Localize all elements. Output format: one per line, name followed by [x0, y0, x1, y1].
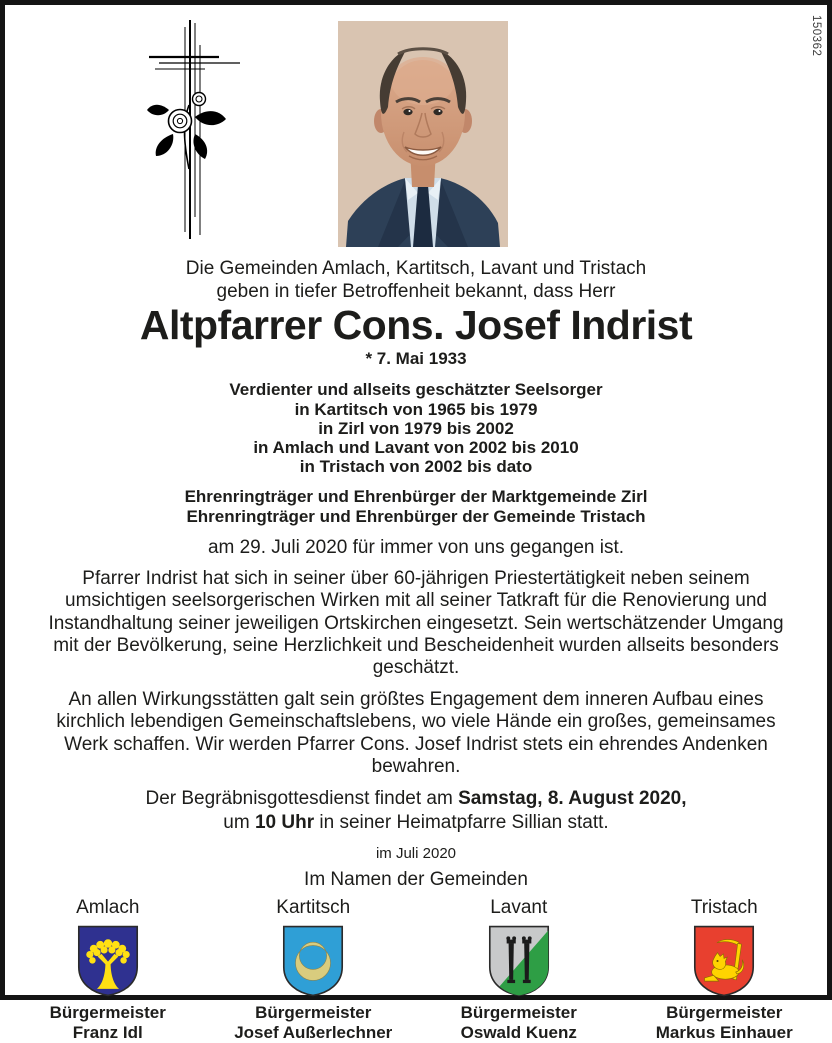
honor-line: Ehrenringträger und Ehrenbürger der Gemeinde Tristach	[186, 506, 646, 526]
municipality-lavant	[416, 897, 622, 1043]
funeral-text: Der Begräbnisgottesdienst findet am	[145, 788, 459, 810]
lavant-crest-icon	[486, 924, 552, 998]
mayor-title: Bürgermeister	[460, 1002, 577, 1022]
intro-line-2: geben in tiefer Betroffenheit bekannt, dass Herr	[216, 281, 616, 303]
mayor-name: Markus Einhauer	[655, 1022, 793, 1042]
service-line: in Amlach und Lavant von 2002 bis 2010	[253, 437, 579, 457]
mayor-title: Bürgermeister	[666, 1002, 783, 1022]
funeral-text: um	[223, 812, 255, 834]
funeral-time: 10 Uhr	[254, 812, 315, 834]
mayor-name: Oswald Kuenz	[460, 1022, 577, 1042]
funeral-text: in seiner Heimatpfarre Sillian statt.	[314, 812, 609, 834]
passing-line: am 29. Juli 2020 für immer von uns gegangen ist.	[207, 536, 625, 558]
mayor-title: Bürgermeister	[255, 1002, 372, 1022]
honor-line: Ehrenringträger und Ehrenbürger der Marktgemeinde Zirl	[184, 487, 648, 507]
town-name: Amlach	[76, 896, 140, 918]
date-note: im Juli 2020	[375, 844, 457, 862]
honors	[5, 487, 827, 525]
in-names-line: Im Namen der Gemeinden	[304, 868, 528, 890]
service-line: in Zirl von 1979 bis 2002	[318, 418, 514, 438]
tristach-crest-icon	[691, 924, 757, 998]
service-history	[5, 380, 827, 476]
town-name: Kartitsch	[276, 896, 351, 918]
service-line: Verdienter und allseits geschätzter Seelsorger	[229, 380, 603, 400]
service-line: in Kartitsch von 1965 bis 1979	[294, 399, 538, 419]
funeral-date: Samstag, 8. August 2020,	[458, 788, 687, 810]
birth-date: * 7. Mai 1933	[365, 349, 467, 369]
notice-id: 150362	[810, 15, 822, 57]
town-name: Tristach	[690, 896, 758, 918]
header-area	[5, 5, 827, 255]
funeral-announcement	[86, 787, 746, 835]
municipality-kartitsch	[211, 897, 417, 1043]
intro-text	[5, 257, 827, 303]
intro-line-1: Die Gemeinden Amlach, Kartitsch, Lavant und Tristach	[185, 258, 647, 279]
municipalities-row	[5, 897, 827, 1043]
mayor-name: Josef Außerlechner	[234, 1022, 393, 1042]
municipality-tristach	[622, 897, 828, 1043]
tribute-paragraph-2: An allen Wirkungsstätten galt sein größtes Engagement dem inneren Aufbau eines kirchlich lebendigen Gemeinschaftslebens, wo viele Hände ein großes, gemeinsames Werk schaffen. Wir werden Pfarrer Cons. Josef Indrist stets ein ehrendes Andenken bewahren.	[56, 688, 776, 778]
municipality-amlach	[5, 897, 211, 1043]
mayor-name: Franz Idl	[72, 1022, 143, 1042]
tribute-paragraph-1: Pfarrer Indrist hat sich in seiner über 60-jährigen Priestertätigkeit neben seinem umsichtigen seelsorgerischen Wirken mit all seiner Tatkraft für die Renovierung und Instandhaltung seiner jeweiligen Ortskirchen eingesetzt. Sein wertschätzender Umgang mit der Bevölkerung, seine Herzlichkeit und Bescheidenheit wurden allseits besonders geschätzt.	[48, 567, 784, 679]
deceased-name: Altpfarrer Cons. Josef Indrist	[139, 302, 693, 349]
portrait-photo	[338, 21, 508, 247]
kartitsch-crest-icon	[280, 924, 346, 998]
mayor-title: Bürgermeister	[49, 1002, 166, 1022]
town-name: Lavant	[490, 896, 548, 918]
service-line: in Tristach von 2002 bis dato	[299, 457, 533, 477]
cross-rose-icon	[143, 17, 251, 243]
amlach-crest-icon	[75, 924, 141, 998]
